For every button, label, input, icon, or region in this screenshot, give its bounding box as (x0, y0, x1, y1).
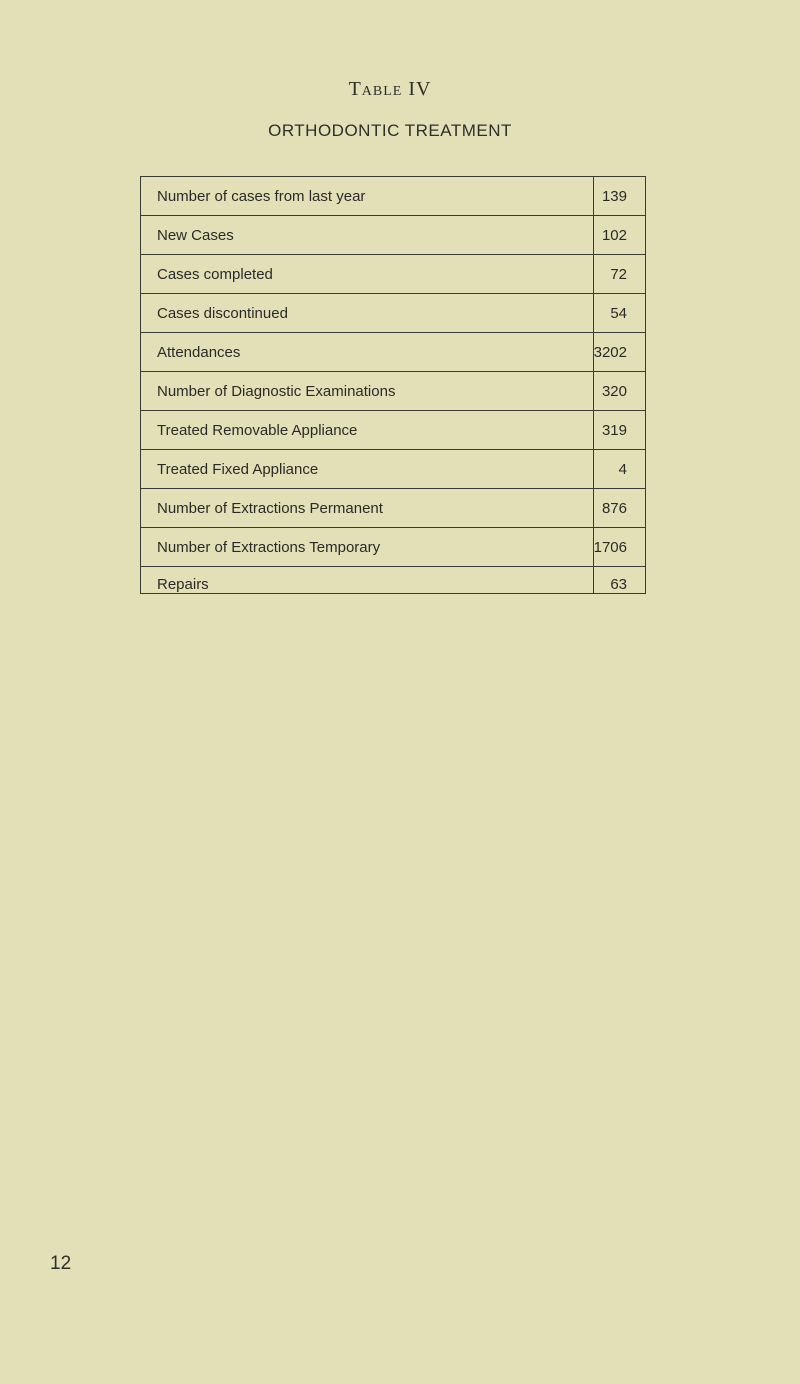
row-label: Number of Extractions Permanent (141, 489, 594, 528)
table-row (141, 255, 646, 294)
table-row (141, 177, 646, 216)
table-row (141, 411, 646, 450)
row-label: Treated Removable Appliance (141, 411, 594, 450)
row-value: 876 (593, 489, 645, 528)
page-number: 12 (50, 1253, 72, 1274)
row-label: Repairs (141, 567, 594, 594)
row-value: 72 (593, 255, 645, 294)
table-row (141, 567, 646, 594)
table-row (141, 450, 646, 489)
row-value: 102 (593, 216, 645, 255)
row-label: Number of Diagnostic Examinations (141, 372, 594, 411)
row-value: 319 (593, 411, 645, 450)
row-label: Number of Extractions Temporary (141, 528, 594, 567)
row-value: 139 (593, 177, 645, 216)
row-value: 63 (593, 567, 645, 594)
row-label: New Cases (141, 216, 594, 255)
table-row (141, 489, 646, 528)
table-row (141, 372, 646, 411)
row-value: 4 (593, 450, 645, 489)
row-value: 320 (593, 372, 645, 411)
row-value: 3202 (593, 333, 645, 372)
table-subtitle: ORTHODONTIC TREATMENT (268, 121, 512, 140)
row-label: Cases completed (141, 255, 594, 294)
row-label: Attendances (141, 333, 594, 372)
table-row (141, 333, 646, 372)
row-label: Cases discontinued (141, 294, 594, 333)
row-label: Number of cases from last year (141, 177, 594, 216)
orthodontic-treatment-table (140, 176, 646, 594)
table-row (141, 528, 646, 567)
row-value: 54 (593, 294, 645, 333)
row-value: 1706 (593, 528, 645, 567)
table-row (141, 216, 646, 255)
table-title: Table IV (348, 78, 432, 100)
table-row (141, 294, 646, 333)
row-label: Treated Fixed Appliance (141, 450, 594, 489)
